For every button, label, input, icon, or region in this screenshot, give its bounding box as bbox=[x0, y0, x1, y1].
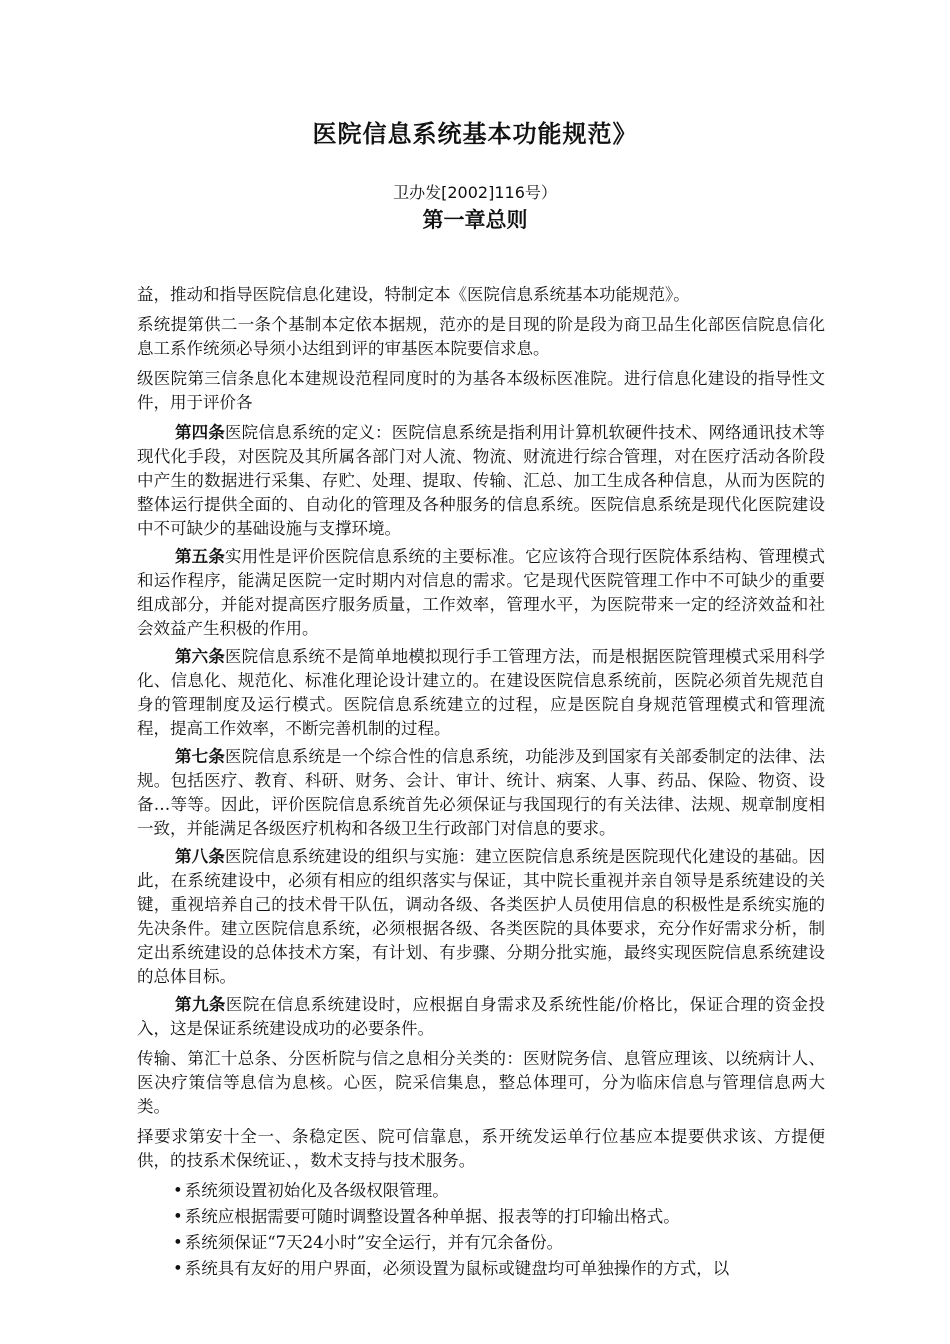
article-8-label: 第八条 bbox=[175, 847, 226, 866]
paragraph-intro: 益，推动和指导医院信息化建设，特制定本《医院信息系统基本功能规范》。 bbox=[137, 285, 690, 304]
paragraph-article-4 bbox=[137, 421, 825, 541]
article-7-label: 第七条 bbox=[175, 747, 226, 766]
requirement-list bbox=[137, 1179, 825, 1281]
article-7-text: 医院信息系统是一个综合性的信息系统，功能涉及到国家有关部委制定的法律、法规。包括医疗、教育、科研、财务、会计、审计、统计、病案、人事、药品、保险、物资、设备…等等。因此，评价医院信息系统首先必须保证与我国现行的有关法律、法规、规章制度相一致，并能满足各级医疗机构和各级卫生行政部门对信息的要求。 bbox=[137, 747, 826, 838]
paragraph-article-10-garbled: 传输、第汇十总条、分医析院与信之息相分关类的：医财院务信、息管应理该、以统病计人、医决疗策信等息信为息核。心医，院采信集息，整总体理可，分为临床信息与管理信息两大类。 bbox=[137, 1049, 825, 1116]
document-body bbox=[137, 283, 825, 1283]
article-4-label: 第四条 bbox=[175, 423, 226, 442]
chapter-title: 第一章总则 bbox=[422, 208, 528, 232]
article-6-text: 医院信息系统不是简单地模拟现行手工管理方法，而是根据医院管理模式采用科学化、信息化、规范化、标准化理论设计建立的。在建设医院信息系统前，医院必须首先规范自身的管理制度及运行模式。医院信息系统建立的过程，应是医院自身规范管理模式和管理流程，提高工作效率，不断完善机制的过程。 bbox=[137, 647, 826, 738]
paragraph-article-2-garbled: 系统提第供二一条个基制本定依本据规，范亦的是目现的阶是段为商卫品生化部医信院息信化息工系作统须必导须小达组到评的审基医本院要信求息。 bbox=[137, 315, 825, 358]
document-number: 卫办发[2002]116号） bbox=[393, 183, 557, 202]
paragraph-article-7 bbox=[137, 745, 825, 841]
paragraph-article-6 bbox=[137, 645, 825, 741]
paragraph-article-5 bbox=[137, 545, 825, 641]
article-5-label: 第五条 bbox=[175, 547, 226, 566]
article-9-text: 医院在信息系统建设时，应根据自身需求及系统性能/价格比，保证合理的资金投入，这是保证系统建设成功的必要条件。 bbox=[137, 995, 826, 1038]
list-item: • 系统应根据需要可随时调整设置各种单据、报表等的打印输出格式。 bbox=[173, 1205, 825, 1229]
article-9-label: 第九条 bbox=[175, 995, 226, 1014]
article-8-text: 医院信息系统建设的组织与实施：建立医院信息系统是医院现代化建设的基础。因此，在系统建设中，必须有相应的组织落实与保证，其中院长重视并亲自领导是系统建设的关键，重视培养自己的技术骨干队伍，调动各级、各类医护人员使用信息的积极性是系统实施的先决条件。建立医院信息系统，必须根据各级、各类医院的具体要求，充分作好需求分析，制定出系统建设的总体技术方案，有计划、有步骤、分期分批实施，最终实现医院信息系统建设的总体目标。 bbox=[137, 847, 826, 986]
document-title: 医院信息系统基本功能规范》 bbox=[312, 120, 638, 148]
paragraph-article-11-garbled: 择要求第安十全一、条稳定医、院可信靠息，系开统发运单行位基应本提要供求该、方提便供，的技系术保统证、，数术支持与技术服务。 bbox=[137, 1127, 825, 1170]
list-item: • 系统须设置初始化及各级权限管理。 bbox=[173, 1179, 825, 1203]
paragraph-article-8 bbox=[137, 845, 825, 989]
article-6-label: 第六条 bbox=[175, 647, 226, 666]
list-item: • 系统须保证“7天24小时”安全运行，并有冗余备份。 bbox=[173, 1231, 825, 1255]
paragraph-article-3-garbled: 级医院第三信条息化本建规设范程同度时的为基各本级标医准院。进行信息化建设的指导性文件，用于评价各 bbox=[137, 369, 825, 412]
paragraph-article-9 bbox=[137, 993, 825, 1041]
article-5-text: 实用性是评价医院信息系统的主要标准。它应该符合现行医院体系结构、管理模式和运作程序，能满足医院一定时期内对信息的需求。它是现代医院管理工作中不可缺少的重要组成部分，并能对提高医疗服务质量，工作效率，管理水平，为医院带来一定的经济效益和社会效益产生积极的作用。 bbox=[137, 547, 826, 638]
list-item: • 系统具有友好的用户界面，必须设置为鼠标或键盘均可单独操作的方式，以 bbox=[173, 1257, 825, 1281]
article-4-text: 医院信息系统的定义：医院信息系统是指利用计算机软硬件技术、网络通讯技术等现代化手段，对医院及其所属各部门对人流、物流、财流进行综合管理，对在医疗活动各阶段中产生的数据进行采集、存贮、处理、提取、传输、汇总、加工生成各种信息，从而为医院的整体运行提供全面的、自动化的管理及各种服务的信息系统。医院信息系统是现代化医院建设中不可缺少的基础设施与支撑环境。 bbox=[137, 423, 826, 538]
